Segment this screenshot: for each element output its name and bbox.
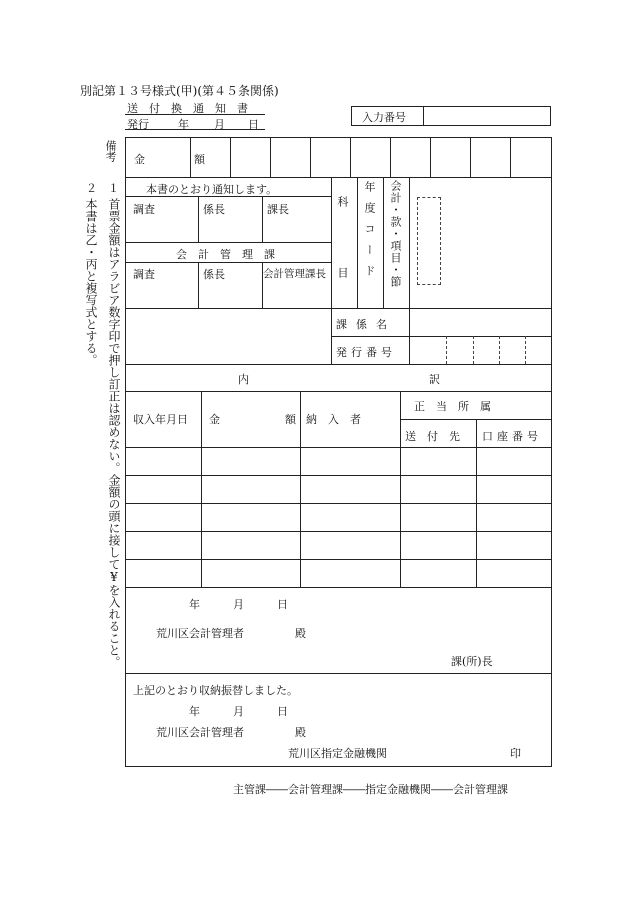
bank-name: 荒川区指定金融機関 xyxy=(288,747,387,760)
note1-number: １ xyxy=(108,182,119,195)
section-name-label: 課係名 xyxy=(336,318,396,331)
approval2-head: 会計管理課長 xyxy=(263,268,326,280)
kan-kou-moku-label: 会計・款・項目・節 xyxy=(389,180,402,288)
col-amount-1: 金 xyxy=(209,413,220,426)
issue-day-label: 日 xyxy=(248,118,259,131)
issue-number-label: 発行番号 xyxy=(336,346,396,359)
form-title: 送 付 換 通 知 書 xyxy=(127,102,248,115)
account-code-field[interactable] xyxy=(417,197,441,285)
details-heading-right: 訳 xyxy=(429,373,440,386)
approval-manager: 課長 xyxy=(267,203,289,216)
receipt-date: 年 月 日 xyxy=(189,705,288,718)
table-row[interactable] xyxy=(125,503,552,531)
issue-month-label: 月 xyxy=(214,118,225,131)
seal-mark: 印 xyxy=(510,747,521,760)
col-account: 口座番号 xyxy=(482,430,542,443)
form-label: 別記第１３号様式(甲)(第４５条関係) xyxy=(80,84,279,98)
col-payer: 納 入 者 xyxy=(306,413,361,426)
addressee-honorific: 殿 xyxy=(295,627,306,640)
input-number-label: 入力番号 xyxy=(362,111,406,124)
issue-underline xyxy=(125,129,265,130)
receipt-to: 荒川区会計管理者 xyxy=(156,726,244,739)
col-date: 収入年月日 xyxy=(133,413,188,426)
details-heading-left: 内 xyxy=(238,373,249,386)
nendo-code-label: 年度コード xyxy=(363,181,376,286)
remarks-label: 備考 xyxy=(104,140,117,162)
kamoku-label: 科目 xyxy=(336,196,349,338)
issue-label: 発行 xyxy=(127,118,149,131)
chief-label: 課(所)長 xyxy=(451,655,493,668)
approval2-chief: 係長 xyxy=(203,268,225,281)
amount-label: 金 額 xyxy=(134,153,214,166)
title-underline xyxy=(125,114,265,115)
col-group: 正 当 所 属 xyxy=(414,400,491,413)
col-amount-2: 額 xyxy=(285,413,296,426)
table-row[interactable] xyxy=(125,475,552,503)
addressee-date: 年 月 日 xyxy=(189,598,288,611)
issue-year-label: 年 xyxy=(178,118,189,131)
note1-text: 首票金額はアラビア数字印で押し訂正は認めない。金額の頭に接して¥を入れること。 xyxy=(107,198,121,668)
routing-flow: 主管課――会計管理課――指定金融機関――会計管理課 xyxy=(233,783,508,796)
dept-name: 会 計 管 理 課 xyxy=(176,248,275,261)
table-row[interactable] xyxy=(125,447,552,475)
receipt-honorific: 殿 xyxy=(295,726,306,739)
receipt-text: 上記のとおり収納振替しました。 xyxy=(133,684,298,697)
input-number-field[interactable] xyxy=(426,109,546,123)
col-dest: 送 付 先 xyxy=(405,430,460,443)
note2-number: ２ xyxy=(86,182,97,195)
approval2-inspect: 調査 xyxy=(133,268,155,281)
notice-text: 本書のとおり通知します。 xyxy=(146,183,278,196)
table-row[interactable] xyxy=(125,531,552,559)
approval-chief: 係長 xyxy=(203,203,225,216)
addressee-to: 荒川区会計管理者 xyxy=(156,627,244,640)
note2-text: 本書は乙・丙と複写式とする。 xyxy=(84,198,98,366)
approval-inspect: 調査 xyxy=(133,203,155,216)
table-row[interactable] xyxy=(125,559,552,587)
